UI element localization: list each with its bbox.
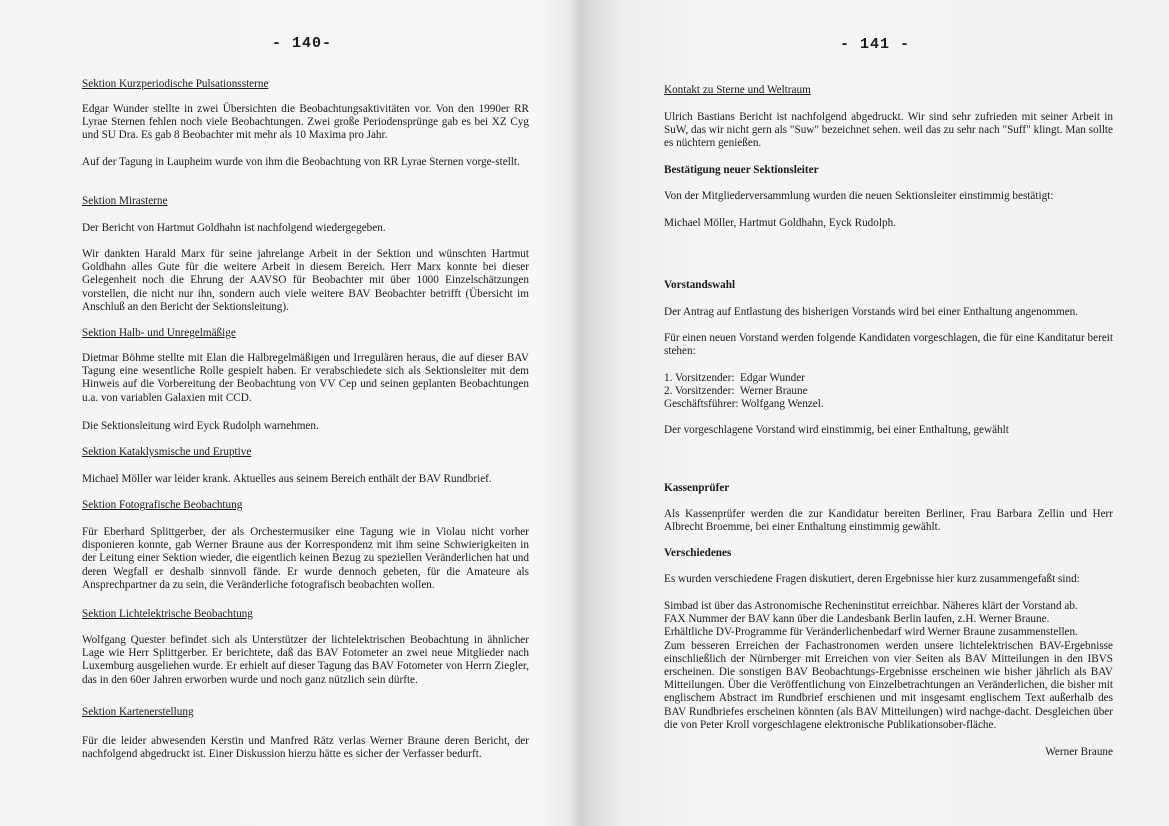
paragraph: Von der Mitgliederversammlung wurden die neuen Sektionsleiter einstimmig bestätigt: <box>664 190 1054 202</box>
left-page <box>0 0 580 826</box>
paragraph: Ulrich Bastians Bericht ist nachfolgend abgedruckt. Wir sind sehr zufrieden mit seiner Arbeit in SuW, das wir nicht gern als "Suw" bezeichnet sehen. weil das zu sehr nach "Suff" klingt. Man sollte es nüchtern genießen. <box>664 111 1113 150</box>
paragraph: Edgar Wunder stellte in zwei Übersichten die Beobachtungsaktivitäten vor. Von den 1990er RR Lyrae Sternen fehlen noch viele Beobachtungen. Zwei große Periodensprünge gab es bei XZ Cyg und SU Dra. Es gab 8 Beobachter mit mehr als 10 Maxima pro Jahr. <box>82 103 529 142</box>
paragraph: Für die leider abwesenden Kerstin und Manfred Rätz verlas Werner Braune deren Bericht, der nachfolgend abgedruckt ist. Einer Diskussion hierzu hätte es sicher der Verfasser bedurft. <box>82 735 529 761</box>
paragraph: Wir dankten Harald Marx für seine jahrelange Arbeit in der Sektion und wünschten Hartmut Goldhahn alles Gute für die weitere Arbeit in diesem Bereich. Herr Marx konnte bei dieser Gelegenheit noch die Ehrung der AAVSO für Beobachter mit über 1000 Einzelschätzungen vorstellen, die nicht nur ihn, sondern auch viele weitere BAV Beobachter betrifft (Übersicht im Anschluß an den Bericht der Sektionsleitung). <box>82 248 529 313</box>
paragraph: Dietmar Böhme stellte mit Elan die Halbregelmäßigen und Irregulären heraus, die auf dieser BAV Tagung eine wesentliche Rolle gespielt haben. Er verabschiedete sich als Sektionsleiter mit dem Hinweis auf die Vorbereitung der Beobachtung von VV Cep und seinen geplanten Beobachtungen u.a. von variablen Galaxien mit CCD. <box>82 352 529 404</box>
paragraph: Die Sektionsleitung wird Eyck Rudolph warnehmen. <box>82 420 319 432</box>
section-heading: Sektion Kataklysmische und Eruptive <box>82 446 252 458</box>
results-list <box>664 600 1113 732</box>
paragraph: Für Eberhard Splittgerber, der als Orchestermusiker eine Tagung wie in Violau nicht vorher disponieren konnte, gab Werner Braune aus der Korrespondenz mit ihm seine Schwierigkeiten in der Leitung einer Sektion wieder, die eigentlich keinen Bezug zu speziellen Veränderlichen hat und deren Wegfall er deshalb sinnvoll fände. Er wurde dennoch gebeten, für die Amateure als Ansprechpartner da zu sein, die Veränderliche fotografisch beobachten wollen. <box>82 526 529 591</box>
section-heading: Bestätigung neuer Sektionsleiter <box>664 164 819 176</box>
section-heading: Kassenprüfer <box>664 482 730 494</box>
section-heading: Kontakt zu Sterne und Weltraum <box>664 84 811 96</box>
paragraph: Der Antrag auf Entlastung des bisherigen Vorstands wird bei einer Enthaltung angenommen. <box>664 306 1079 318</box>
page-number: - 140- <box>272 35 333 52</box>
section-heading: Sektion Kartenerstellung <box>82 706 194 718</box>
right-page <box>585 0 1169 826</box>
paragraph: Auf der Tagung in Laupheim wurde von ihm die Beobachtung von RR Lyrae Sternen vorge-stellt. <box>82 156 520 168</box>
candidate-list <box>664 372 1113 412</box>
result-line: Simbad ist über das Astronomische Recheninstitut erreichbar. Näheres klärt der Vorstand ab. <box>664 600 1078 612</box>
paragraph: Michael Möller, Hartmut Goldhahn, Eyck Rudolph. <box>664 217 896 229</box>
paragraph: Es wurden verschiedene Fragen diskutiert, deren Ergebnisse hier kurz zusammengefaßt sind: <box>664 573 1080 585</box>
paragraph: Michael Möller war leider krank. Aktuelles aus seinem Bereich enthält der BAV Rundbrief. <box>82 473 492 485</box>
paragraph: Für einen neuen Vorstand werden folgende Kandidaten vorgeschlagen, die für eine Kanditatur bereit stehen: <box>664 332 1113 358</box>
list-item: 2. Vorsitzender: Werner Braune <box>664 385 808 398</box>
section-heading: Sektion Lichtelektrische Beobachtung <box>82 608 253 620</box>
signature: Werner Braune <box>1045 746 1113 758</box>
section-heading: Sektion Mirasterne <box>82 195 168 207</box>
list-item: Geschäftsführer: Wolfgang Wenzel. <box>664 398 824 411</box>
section-heading: Sektion Fotografische Beobachtung <box>82 499 243 511</box>
paragraph: Der vorgeschlagene Vorstand wird einstimmig, bei einer Enthaltung, gewählt <box>664 424 1009 436</box>
section-heading: Verschiedenes <box>664 547 732 559</box>
paragraph: Der Bericht von Hartmut Goldhahn ist nachfolgend wiedergegeben. <box>82 222 386 234</box>
section-heading: Vorstandswahl <box>664 279 736 291</box>
result-line: Erhältliche DV-Programme für Veränderlichenbedarf wird Werner Braune zusammenstellen. <box>664 626 1078 639</box>
result-line: FAX Nummer der BAV kann über die Landesbank Berlin laufen, z.H. Werner Braune. <box>664 613 1050 626</box>
section-heading: Sektion Halb- und Unregelmäßige <box>82 327 236 339</box>
paragraph: Als Kassenprüfer werden die zur Kandidatur bereiten Berliner, Frau Barbara Zellin und Herr Albrecht Broemme, bei einer Enthaltung einstimmig gewählt. <box>664 508 1113 534</box>
section-heading: Sektion Kurzperiodische Pulsationssterne <box>82 78 269 90</box>
paragraph: Wolfgang Quester befindet sich als Unterstützer der lichtelektrischen Beobachtung in ähnlicher Lage wie Herr Splittgerber. Er berichtete, daß das BAV Fotometer an zwei neue Mitglieder nach Luxemburg ausgeliehen wurde. Er erhielt auf dieser Tagung das BAV Fotometer von Herrn Ziegler, das in den 60er Jahren erworben wurde und noch ganz nützlich sein dürfte. <box>82 634 529 686</box>
page-number: - 141 - <box>840 36 911 53</box>
list-item: 1. Vorsitzender: Edgar Wunder <box>664 372 805 384</box>
result-line: Zum besseren Erreichen der Fachastronomen werden unsere lichtelektrischen BAV-Ergebnisse einschließlich der Nürnberger mit Erreichen von vier Seiten als BAV Mitteilungen in den IBVS erscheinen. Die sonstigen BAV Beobachtungs-Ergebnisse erscheinen wie bisher jährlich als BAV Mitteilungen. Über die Veröffentlichung von Einzelbetrachtungen an Veränderlichen, die bisher mit englischem Abstract im Rundbrief erschienen und mit insgesamt englischem Text außerhalb des BAV Rundbriefes erscheinen könnten (als BAV Mitteilungen) wird nachge-dacht. Desgleichen über die von Peter Kroll vorgeschlagene elektronische Publikationsober-fläche. <box>664 639 1113 731</box>
